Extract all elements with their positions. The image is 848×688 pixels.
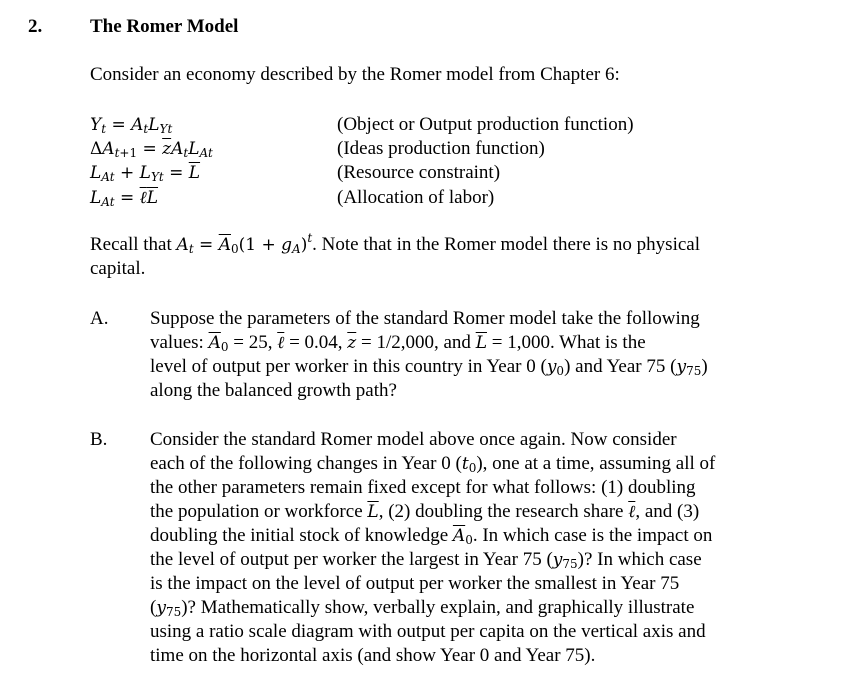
- equation-ideas: $\Delta A_{t+1} = \overline{z}A_tL_{At}$: [90, 139, 213, 160]
- partB-line4: the population or workforce $\overline{L}$, (2) doubling the research share ℓ, and (3): [150, 501, 700, 522]
- intro-text: Consider an economy described by the Romer model from Chapter 6:: [90, 64, 620, 85]
- partA-line4: along the balanced growth path?: [150, 380, 397, 401]
- partB-line1: Consider the standard Romer model above once again. Now consider: [150, 429, 677, 450]
- equation-desc-resource: (Resource constraint): [337, 162, 501, 183]
- question-title: The Romer Model: [90, 16, 239, 37]
- partB-line7: is the impact on the level of output per worker the smallest in Year 75: [150, 573, 680, 594]
- equation-desc-ideas: (Ideas production function): [337, 138, 545, 159]
- recall-suffix: . Note that in the Romer model there is no physical: [312, 234, 700, 255]
- equation-desc-allocation: (Allocation of labor): [337, 187, 495, 208]
- equation-output: $Y_t = A_tL_{Yt}$: [90, 115, 173, 136]
- partB-line6: the level of output per worker the largest in Year 75 $(y_{75})$? In which case: [150, 549, 702, 571]
- recall-line2: capital.: [90, 258, 146, 279]
- recall-prefix: Recall that: [90, 234, 172, 255]
- partB-line10: time on the horizontal axis (and show Year 0 and Year 75).: [150, 645, 596, 666]
- equation-desc-output: (Object or Output production function): [337, 114, 634, 135]
- partB-line5: doubling the initial stock of knowledge $\overline{A}_0$. In which case is the impact on: [150, 525, 713, 547]
- partB-line9: using a ratio scale diagram with output per capita on the vertical axis and: [150, 621, 706, 642]
- partB-line8: $(y_{75})$? Mathematically show, verbally explain, and graphically illustrate: [150, 597, 695, 619]
- partA-label: A.: [90, 308, 109, 329]
- partA-line1: Suppose the parameters of the standard Romer model take the following: [150, 308, 700, 329]
- recall-line: [90, 233, 700, 257]
- partB-line2: each of the following changes in Year 0 $(t_0)$, one at a time, assuming all of: [150, 453, 716, 475]
- question-number: 2.: [28, 16, 43, 37]
- recall-equation: $A_t = \overline{A}_0(1 + g_A)^t$: [176, 231, 313, 256]
- partA-line2: values: $\overline{A}_0 = 25$, ℓ = 0.04, $\overline{z} = 1/2,000$, and $\overline{L} = 1,000$. What is the: [150, 332, 646, 354]
- equation-resource: $L_{At} + L_{Yt} = \overline{L}$: [90, 163, 201, 184]
- partB-label: B.: [90, 429, 108, 450]
- partB-line3: the other parameters remain fixed except for what follows: (1) doubling: [150, 477, 696, 498]
- partA-line3: level of output per worker in this country in Year 0 $(y_0)$ and Year 75 $(y_{75})$: [150, 356, 708, 378]
- equation-allocation: $L_{At}$ = $\ell\overline{L}$: [90, 188, 159, 209]
